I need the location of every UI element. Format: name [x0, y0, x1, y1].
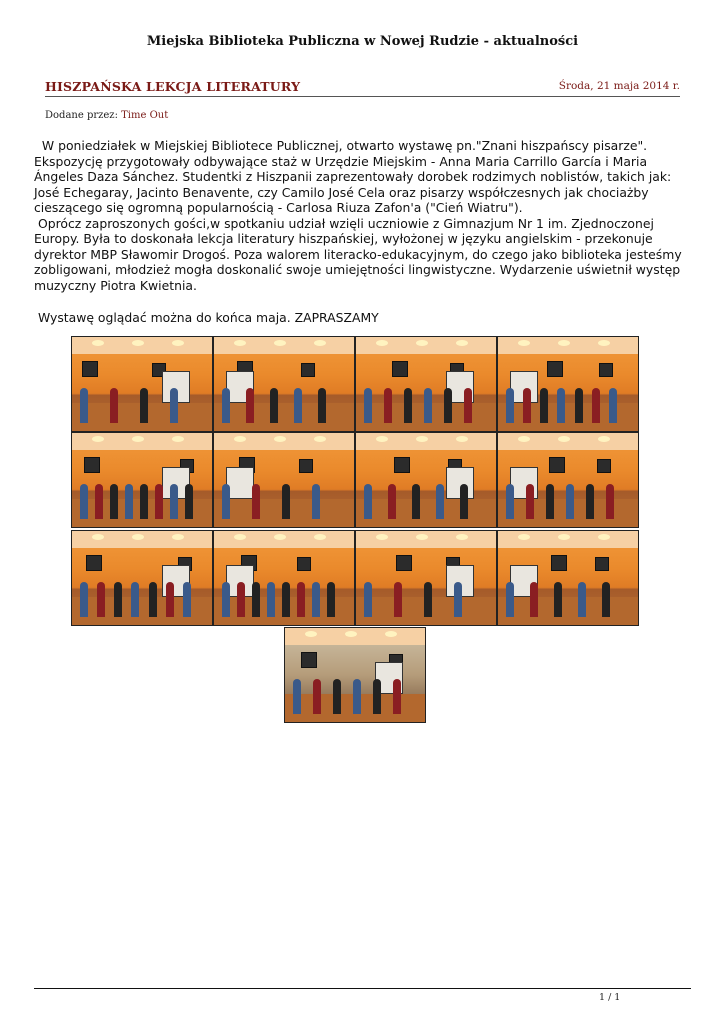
invitation-text: Wystawę oglądać można do końca maja. ZAPRASZAMY: [34, 310, 379, 325]
gallery-photo[interactable]: [355, 336, 497, 432]
gallery-photo[interactable]: [71, 336, 213, 432]
article-body: [34, 138, 694, 326]
gallery-photo[interactable]: [284, 627, 426, 723]
gallery-photo[interactable]: [497, 336, 639, 432]
gallery-photo[interactable]: [71, 530, 213, 626]
footer-divider: [34, 988, 691, 989]
article-header: [45, 79, 680, 97]
gallery-photo[interactable]: [213, 530, 355, 626]
article-date: Środa, 21 maja 2014 r.: [558, 80, 680, 92]
article-meta: [45, 110, 168, 121]
page-number: 1 / 1: [599, 992, 621, 1003]
author-link[interactable]: Time Out: [121, 110, 169, 121]
gallery-photo[interactable]: [355, 530, 497, 626]
article-title[interactable]: HISZPAŃSKA LEKCJA LITERATURY: [45, 79, 301, 94]
gallery-photo[interactable]: [213, 432, 355, 528]
gallery-photo[interactable]: [355, 432, 497, 528]
article-paragraph: W poniedziałek w Miejskiej Bibliotece Publicznej, otwarto wystawę pn."Znani hiszpańscy pisarze". Ekspozycję przygotowały odbywające staż w Urzędzie Miejskim - Anna Maria Carrillo García i Maria Ángeles Daza Sánchez. Studentki z Hiszpanii zaprezentowały dorobek rodzimych noblistów, takich jak: José Echegaray, Jacinto Benavente, czy Camilo José Cela oraz pisarzy współczesnych jak chociażby cieszącego się ogromną popularnością - Carlosa Riuza Zafon'a ("Cień Wiatru").: [34, 138, 676, 215]
added-by-label: Dodane przez:: [45, 110, 118, 121]
article-paragraph: Oprócz zaproszonych gości,w spotkaniu udział wzięli uczniowie z Gimnazjum Nr 1 im. Zjednoczonej Europy. Była to doskonała lekcja literatury hiszpańskiej, wyłożonej w języku angielskim - przekonuje dyrektor MBP Sławomir Drogoś. Poza walorem literacko-edukacyjnym, do czego jako biblioteka jesteśmy zobligowani, młodzież mogła doskonalić swoje umiejętności lingwistyczne. Wydarzenie uświetnił występ muzyczny Piotra Kwietnia.: [34, 215, 686, 293]
site-title: Miejska Biblioteka Publiczna w Nowej Rudzie - aktualności: [146, 34, 579, 49]
gallery-photo[interactable]: [497, 432, 639, 528]
gallery-photo[interactable]: [213, 336, 355, 432]
gallery-photo[interactable]: [71, 432, 213, 528]
gallery-photo[interactable]: [497, 530, 639, 626]
